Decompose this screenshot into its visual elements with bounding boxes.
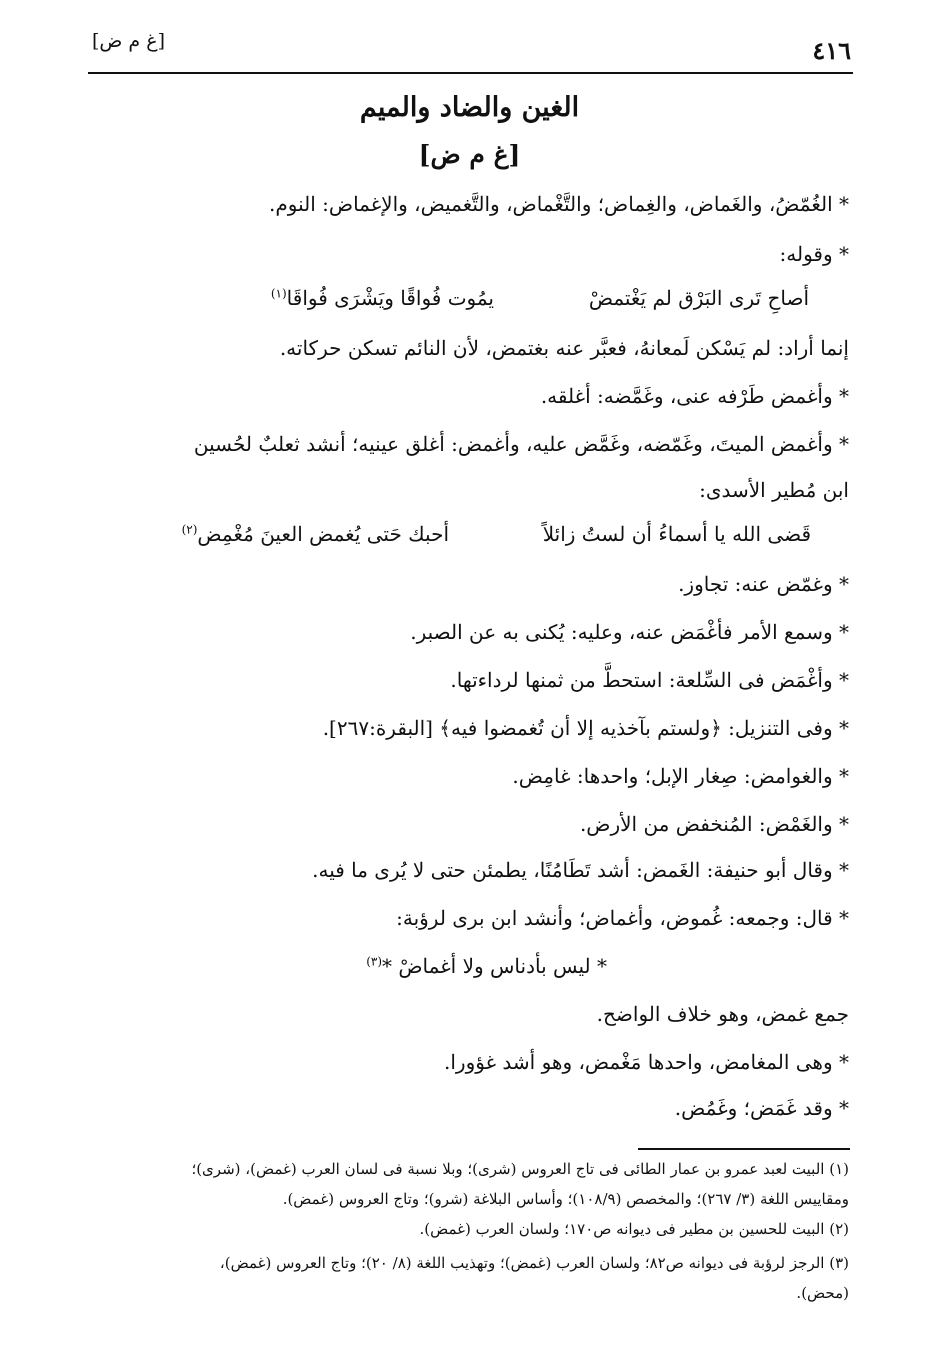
entry-line: * وقال أبو حنيفة: الغَمض: أشد تَطَامُنًا، يطمئن حتى لا يُرى ما فيه.	[312, 858, 849, 882]
entry-line: * وسمع الأمر فأغْمَض عنه، وعليه: يُكنى به عن الصبر.	[410, 620, 849, 644]
footnote: (١) البيت لعبد عمرو بن عمار الطائى فى تاج العروس (شرى)؛ وبلا نسبة فى لسان العرب (غمض)، (شرى)؛	[191, 1160, 849, 1178]
verse-left-hemistich	[182, 522, 449, 546]
entry-line: * وقوله:	[779, 242, 849, 266]
footnote: (محض).	[796, 1284, 849, 1302]
entry-line: ابن مُطير الأسدى:	[699, 478, 849, 502]
footnote-marker: (٣)	[366, 954, 383, 969]
footnote: ومقاييس اللغة (٣/ ٢٦٧)؛ والمخصص (١٠٨/٩)؛ وأساس البلاغة (شرو)؛ وتاج العروس (غمض).	[282, 1190, 849, 1208]
entry-line: * الغُمّضُ، والغَماض، والغِماض؛ والتَّغْماض، والتَّغميض، والإغماض: النوم.	[269, 192, 849, 216]
verse-text: أحبك حَتى يُغمض العينَ مُغْمِض	[197, 522, 449, 546]
page-number: ٤١٦	[812, 36, 851, 65]
footnote: (٣) الرجز لرؤبة فى ديوانه ص٨٢؛ ولسان العرب (غمض)؛ وتهذيب اللغة (٨/ ٢٠)؛ وتاج العروس (غمض)،	[219, 1254, 849, 1272]
footnote-marker: (١)	[270, 286, 287, 301]
verse-right-hemistich: أصاحِ تَرى البَرْق لم يَغْتمضْ	[588, 286, 809, 310]
entry-line: * والغَمْض: المُنخفض من الأرض.	[579, 812, 849, 836]
verse-left-hemistich	[271, 286, 494, 310]
entry-line: جمع غمض، وهو خلاف الواضح.	[596, 1002, 849, 1026]
entry-line: * قال: وجمعه: غُموض، وأغماض؛ وأنشد ابن برى لرؤبة:	[396, 906, 849, 930]
verse-right-hemistich: قَضى الله يا أسماءُ أن لستُ زائلاً	[542, 522, 811, 546]
verse-text: يمُوت فُواقًا ويَشْرَى فُواقَا	[286, 286, 494, 310]
running-header-root: [غ م ض]	[92, 30, 165, 52]
entry-line: * وغمّض عنه: تجاوز.	[678, 572, 849, 596]
footnote: (٢) البيت للحسين بن مطير فى ديوانه ص١٧٠؛ ولسان العرب (غمض).	[419, 1220, 849, 1238]
header-divider	[88, 72, 853, 74]
entry-line: * وأغمض الميتَ، وغَمّضه، وغَمَّض عليه، وأغمض: أغلق عينيه؛ أنشد ثعلبٌ لحُسين	[193, 432, 849, 456]
entry-line: * والغوامض: صِغار الإبل؛ واحدها: غامِض.	[512, 764, 849, 788]
entry-line: إنما أراد: لم يَسْكن لَمعانهُ، فعبَّر عنه بغتمض، لأن النائم تسكن حركاته.	[279, 336, 849, 360]
footnote-divider	[638, 1148, 850, 1150]
verse-text: * ليس بأدناس ولا أغماضْ *	[382, 954, 607, 978]
entry-line: * وأغمض طَرْفه عنى، وغَمَّضه: أغلقه.	[540, 384, 849, 408]
entry-line: * وقد غَمَض؛ وغَمُض.	[674, 1096, 849, 1120]
root-heading: [غ م ض]	[418, 140, 521, 169]
entry-line: * وفى التنزيل: ﴿ولستم بآخذيه إلا أن تُغمضوا فيه﴾ [البقرة:٢٦٧].	[322, 716, 849, 740]
section-title: الغين والضاد والميم	[359, 92, 580, 123]
footnote-marker: (٢)	[181, 522, 198, 537]
entry-line: * وهى المغامض، واحدها مَغْمض، وهو أشد غؤورا.	[444, 1050, 849, 1074]
rajaz-verse	[366, 954, 607, 978]
entry-line: * وأغْمَض فى السِّلعة: استحطَّ من ثمنها لرداءتها.	[450, 668, 849, 692]
